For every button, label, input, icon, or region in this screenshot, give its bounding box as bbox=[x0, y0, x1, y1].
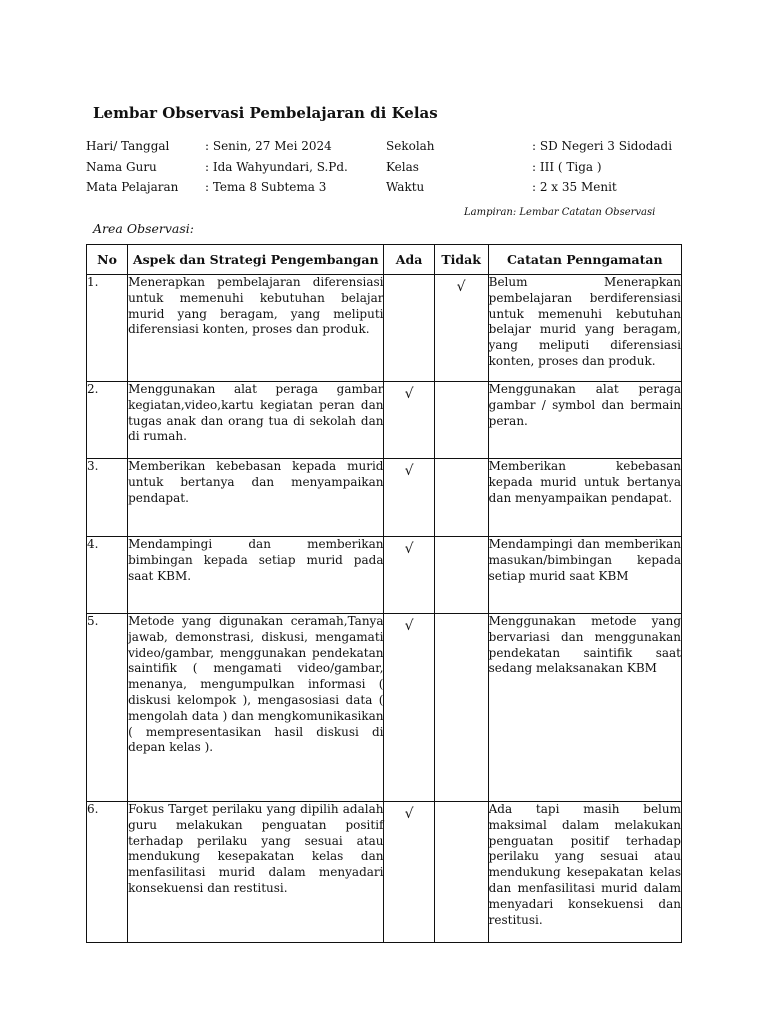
document-title: Lembar Observasi Pembelajaran di Kelas bbox=[93, 104, 438, 122]
header-ada: Ada bbox=[384, 245, 434, 275]
value-sekolah: : SD Negeri 3 Sidodadi bbox=[532, 139, 673, 153]
table-row bbox=[87, 382, 682, 459]
value-kelas: : III ( Tiga ) bbox=[532, 159, 602, 174]
catatan-cell: Menggunakan metode yang bervariasi dan menggunakan pendekatan saintifik saat sedang melaksanakan KBM bbox=[488, 614, 681, 802]
aspek-cell: Mendampingi dan memberikan bimbingan kepada setiap murid pada saat KBM. bbox=[128, 537, 384, 614]
value-mata-pelajaran: : Tema 8 Subtema 3 bbox=[205, 180, 327, 194]
row-number: 1. bbox=[87, 275, 128, 382]
tidak-cell bbox=[434, 275, 488, 382]
check-mark-icon: √ bbox=[404, 806, 414, 822]
row-number: 5. bbox=[87, 614, 128, 802]
ada-cell bbox=[384, 382, 434, 459]
row-number: 2. bbox=[87, 382, 128, 459]
ada-cell bbox=[384, 614, 434, 802]
value-nama-guru: : Ida Wahyundari, S.Pd. bbox=[205, 159, 348, 174]
row-number: 4. bbox=[87, 537, 128, 614]
label-hari-tanggal: Hari/ Tanggal bbox=[86, 139, 170, 153]
table-row bbox=[87, 537, 682, 614]
table-row bbox=[87, 275, 682, 382]
ada-cell bbox=[384, 802, 434, 943]
catatan-cell: Menggunakan alat peraga gambar / symbol dan bermain peran. bbox=[488, 382, 681, 459]
value-waktu: : 2 x 35 Menit bbox=[532, 180, 617, 194]
tidak-cell bbox=[434, 459, 488, 537]
aspek-cell: Menerapkan pembelajaran diferensiasi untuk memenuhi kebutuhan belajar murid yang beragam, yang meliputi diferensiasi konten, proses dan produk. bbox=[128, 275, 384, 382]
ada-cell bbox=[384, 459, 434, 537]
label-mata-pelajaran: Mata Pelajaran bbox=[86, 180, 179, 194]
label-waktu: Waktu bbox=[386, 180, 425, 194]
info-left-values bbox=[205, 136, 380, 198]
tidak-cell bbox=[434, 802, 488, 943]
table-row bbox=[87, 614, 682, 802]
table-row bbox=[87, 802, 682, 943]
check-mark-icon: √ bbox=[404, 618, 414, 634]
header-catatan: Catatan Penngamatan bbox=[488, 245, 681, 275]
catatan-cell: Ada tapi masih belum maksimal dalam melakukan penguatan positif terhadap perilaku yang sesuai atau mendukung kesepakatan kelas dan menfasilitasi murid dalam menyadari konsekuensi dan restitusi. bbox=[488, 802, 681, 943]
observation-table bbox=[86, 244, 682, 943]
check-mark-icon: √ bbox=[456, 279, 466, 295]
ada-cell bbox=[384, 537, 434, 614]
row-number: 3. bbox=[87, 459, 128, 537]
row-number: 6. bbox=[87, 802, 128, 943]
table-row bbox=[87, 459, 682, 537]
check-mark-icon: √ bbox=[404, 463, 414, 479]
label-nama-guru: Nama Guru bbox=[86, 159, 157, 174]
check-mark-icon: √ bbox=[404, 386, 414, 402]
area-observasi-label: Area Observasi: bbox=[93, 221, 195, 236]
info-right-labels bbox=[386, 136, 526, 198]
info-left-labels bbox=[86, 136, 201, 198]
label-kelas: Kelas bbox=[386, 159, 419, 174]
value-hari-tanggal: : Senin, 27 Mei 2024 bbox=[205, 139, 332, 153]
table-header-row bbox=[87, 245, 682, 275]
header-tidak: Tidak bbox=[434, 245, 488, 275]
aspek-cell: Memberikan kebebasan kepada murid untuk bertanya dan menyampaikan pendapat. bbox=[128, 459, 384, 537]
catatan-cell: Mendampingi dan memberikan masukan/bimbingan kepada setiap murid saat KBM bbox=[488, 537, 681, 614]
aspek-cell: Fokus Target perilaku yang dipilih adalah guru melakukan penguatan positif terhadap perilaku yang sesuai atau mendukung kesepakatan kelas dan menfasilitasi murid dalam menyadari konsekuensi dan restitusi. bbox=[128, 802, 384, 943]
label-sekolah: Sekolah bbox=[386, 139, 435, 153]
tidak-cell bbox=[434, 614, 488, 802]
ada-cell bbox=[384, 275, 434, 382]
header-aspek: Aspek dan Strategi Pengembangan bbox=[128, 245, 384, 275]
tidak-cell bbox=[434, 382, 488, 459]
aspek-cell: Metode yang digunakan ceramah,Tanya jawab, demonstrasi, diskusi, mengamati video/gambar, menggunakan pendekatan saintifik ( mengamati video/gambar, menanya, mengumpulkan informasi ( diskusi kelompok ), mengasosiasi data ( mengolah data ) dan mengkomunikasikan ( mempresentasikan hasil diskusi di depan kelas ). bbox=[128, 614, 384, 802]
header-no: No bbox=[87, 245, 128, 275]
check-mark-icon: √ bbox=[404, 541, 414, 557]
attachment-note: Lampiran: Lembar Catatan Observasi bbox=[464, 207, 656, 218]
tidak-cell bbox=[434, 537, 488, 614]
catatan-cell: Belum Menerapkan pembelajaran berdiferensiasi untuk memenuhi kebutuhan belajar murid yang beragam, yang meliputi diferensiasi konten, proses dan produk. bbox=[488, 275, 681, 382]
info-right-values bbox=[532, 136, 682, 198]
catatan-cell: Memberikan kebebasan kepada murid untuk bertanya dan menyampaikan pendapat. bbox=[488, 459, 681, 537]
aspek-cell: Menggunakan alat peraga gambar kegiatan,video,kartu kegiatan peran dan tugas anak dan orang tua di sekolah dan di rumah. bbox=[128, 382, 384, 459]
